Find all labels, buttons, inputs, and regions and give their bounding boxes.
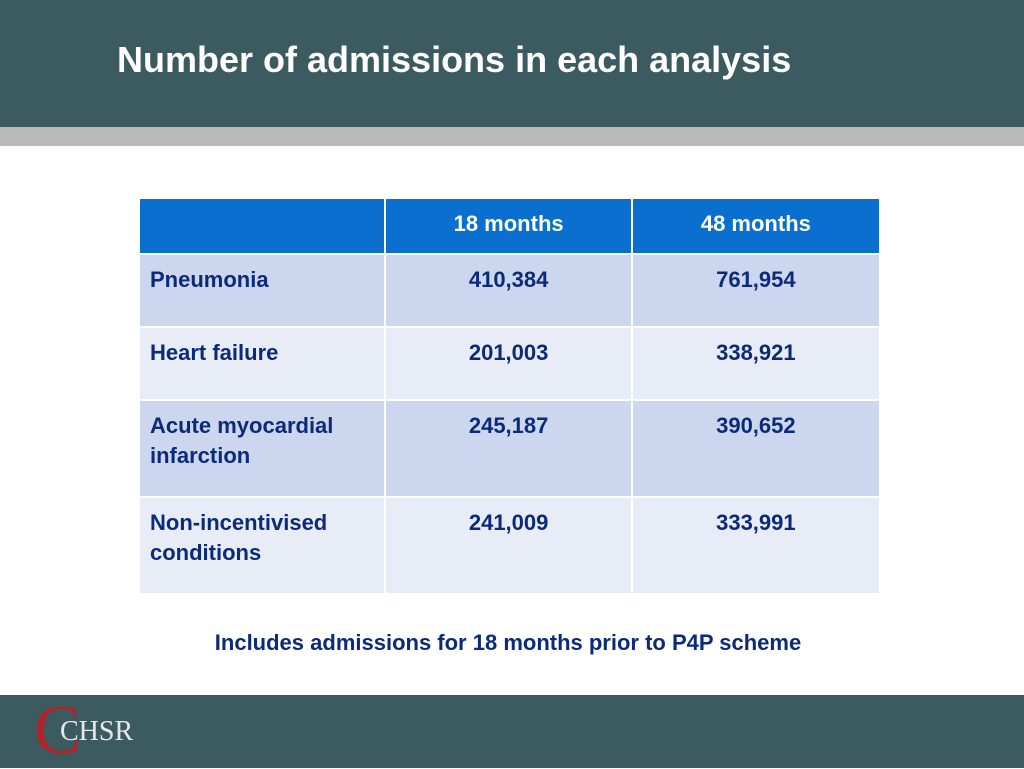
table-row	[139, 254, 880, 327]
row-label: Heart failure	[139, 327, 385, 400]
row-label: Acute myocardial infarction	[139, 400, 385, 497]
table-row	[139, 497, 880, 594]
cell-18-months: 241,009	[385, 497, 631, 594]
logo-text: CHSR	[60, 716, 134, 747]
cell-18-months: 245,187	[385, 400, 631, 497]
row-label: Pneumonia	[139, 254, 385, 327]
footnote: Includes admissions for 18 months prior to P4P scheme	[214, 630, 802, 655]
header-48-months: 48 months	[632, 198, 880, 254]
slide-title: Number of admissions in each analysis	[117, 39, 792, 80]
admissions-table	[138, 197, 881, 595]
cell-18-months: 201,003	[385, 327, 631, 400]
table-row	[139, 327, 880, 400]
logo-c-letter: C	[34, 692, 81, 769]
cell-48-months: 761,954	[632, 254, 880, 327]
header-stripe	[0, 127, 1024, 146]
header-empty-cell	[139, 198, 385, 254]
cell-18-months: 410,384	[385, 254, 631, 327]
chsr-logo	[34, 692, 154, 769]
table-row	[139, 400, 880, 497]
cell-48-months: 333,991	[632, 497, 880, 594]
cell-48-months: 338,921	[632, 327, 880, 400]
header-18-months: 18 months	[385, 198, 631, 254]
table-header-row	[139, 198, 880, 254]
cell-48-months: 390,652	[632, 400, 880, 497]
row-label: Non-incentivised conditions	[139, 497, 385, 594]
